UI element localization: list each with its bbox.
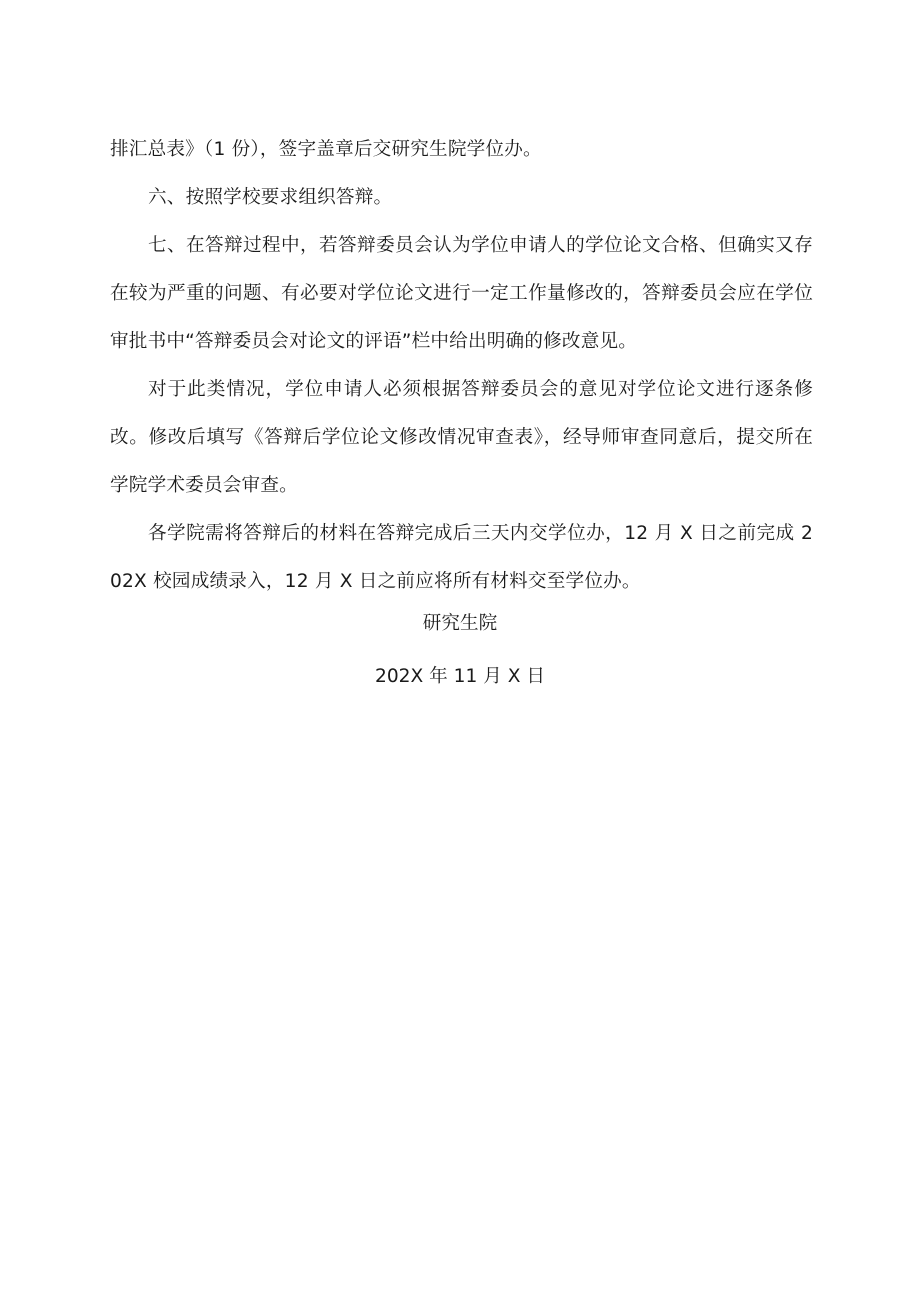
document-body <box>110 126 813 606</box>
paragraph-revision-requirements: 对于此类情况，学位申请人必须根据答辩委员会的意见对学位论文进行逐条修改。修改后填写《答辩后学位论文修改情况审查表》，经导师审查同意后，提交所在学院学术委员会审查。 <box>110 379 813 496</box>
signature-date: 202X 年 11 月 X 日 <box>375 666 545 687</box>
signature-organization: 研究生院 <box>422 613 498 634</box>
paragraph-item-seven: 七、在答辩过程中，若答辩委员会认为学位申请人的学位论文合格、但确实又存在较为严重的问题、有必要对学位论文进行一定工作量修改的，答辩委员会应在学位审批书中“答辩委员会对论文的评语”栏中给出明确的修改意见。 <box>110 235 813 352</box>
paragraph-deadlines: 各学院需将答辩后的材料在答辩完成后三天内交学位办，12 月 X 日之前完成 202X 校园成绩录入，12 月 X 日之前应将所有材料交至学位办。 <box>110 523 813 592</box>
paragraph-continuation: 排汇总表》（1 份），签字盖章后交研究生院学位办。 <box>110 139 542 160</box>
paragraph-item-six: 六、按照学校要求组织答辩。 <box>148 187 393 208</box>
